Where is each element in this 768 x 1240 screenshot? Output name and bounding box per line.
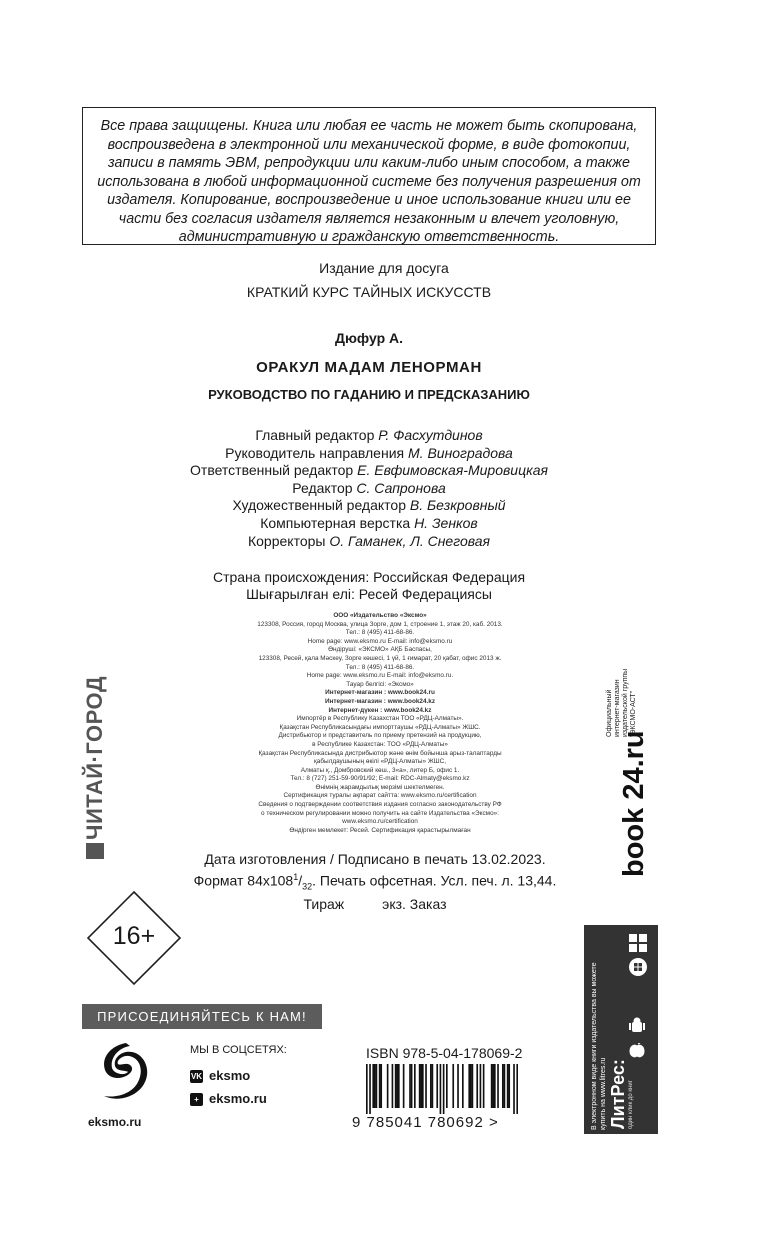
barcode-bar — [468, 1064, 470, 1108]
litres-sub: один клик до книг — [628, 1080, 634, 1129]
barcode-bar — [392, 1064, 394, 1108]
credit-row: Ответственный редактор Е. Евфимовская-Мировицкая — [190, 462, 548, 479]
barcode-bar — [366, 1064, 368, 1114]
barcode-bar — [430, 1064, 432, 1108]
social-link-site[interactable]: + eksmo.ru — [190, 1090, 267, 1108]
origin-kz: Шығарылған елі: Ресей Федерациясы — [246, 586, 492, 602]
credit-row: Компьютерная верстка Н. Зенков — [260, 514, 478, 531]
barcode-bar — [457, 1064, 459, 1108]
litres-notice: В электронном виде книги издательства вы можете купить на www.litres.ru — [591, 962, 607, 1130]
barcode-bar — [440, 1064, 442, 1114]
litres-brand: ЛитРес: — [608, 1059, 628, 1129]
barcode-bar — [436, 1064, 438, 1108]
barcode-bar — [497, 1064, 499, 1108]
print-date: Дата изготовления / Подписано в печать 13.02.2023. — [204, 851, 546, 867]
barcode-bar — [491, 1064, 493, 1108]
credit-row: Главный редактор Р. Фасхутдинов — [255, 427, 483, 443]
barcode-bar — [476, 1064, 478, 1108]
book24-note: Официальный интернет-магазин издательской группы "ЭКСМО-АСТ" — [606, 668, 637, 737]
social-heading: МЫ В СОЦСЕТЯХ: — [190, 1044, 287, 1056]
credit-row: Корректоры О. Гаманек, Л. Снеговая — [247, 532, 491, 549]
barcode-bar — [414, 1064, 416, 1108]
barcode-bar — [409, 1064, 411, 1108]
age-rating: 16+ — [112, 922, 156, 950]
book24-logo: book 24.ru — [618, 730, 650, 877]
litres-panel — [584, 925, 658, 1134]
rights-notice-text: Все права защищены. Книга или любая ее часть не может быть скопирована, воспроизведена в электронной или механической форме, в виде фотокопии, записи в память ЭВМ, репродукции или каким-либо иным способом, а также использована в любой информационной системе без получения разрешения от издателя. Копирование, воспроизведение и иное использование книги или ее части без согласия издателя является незаконным и влечет уголовную, административную и гражданскую ответственность. — [97, 118, 641, 245]
social-link-vk[interactable]: VK eksmo — [190, 1068, 251, 1083]
credit-row: Редактор С. Сапронова — [292, 479, 446, 496]
barcode-bar — [398, 1064, 400, 1108]
barcode-bar — [513, 1064, 515, 1114]
barcode-bar — [502, 1064, 504, 1108]
barcode-bar — [504, 1064, 506, 1108]
eksmo-site[interactable]: eksmo.ru — [88, 1115, 142, 1129]
barcode-bar — [516, 1064, 518, 1114]
barcode-bar — [446, 1064, 448, 1108]
series-title: КРАТКИЙ КУРС ТАЙНЫХ ИСКУССТВ — [246, 284, 492, 300]
barcode-bar — [396, 1064, 398, 1108]
barcode-bar — [379, 1064, 381, 1108]
print-format: Формат $84х108^1/_{32}$. Печать офсетная. Усл. печ. л. 13,44. — [193, 871, 557, 892]
barcode-bar — [403, 1064, 405, 1108]
barcode-bar — [492, 1064, 494, 1108]
barcode-bar — [374, 1064, 376, 1108]
origin-ru: Страна происхождения: Российская Федерация — [212, 569, 526, 585]
isbn: ISBN 978-5-04-178069-2 — [366, 1045, 523, 1061]
barcode-bar — [372, 1064, 374, 1108]
barcode-bar — [419, 1064, 421, 1108]
vk-icon: VK — [190, 1072, 203, 1082]
barcode — [366, 1064, 518, 1114]
chitai-gorod-mark-icon — [86, 843, 104, 859]
barcode-bar — [470, 1064, 472, 1108]
barcode-bar — [376, 1064, 378, 1108]
plus-icon: + — [190, 1093, 203, 1106]
eksmo-logo-icon — [96, 1040, 148, 1102]
barcode-bar — [420, 1064, 422, 1108]
barcode-bar — [483, 1064, 485, 1108]
barcode-bar — [443, 1064, 445, 1114]
windows-icon — [628, 957, 648, 977]
barcode-bar — [422, 1064, 424, 1108]
print-run: Тираж экз. Заказ — [303, 895, 447, 912]
barcode-bar — [380, 1064, 382, 1108]
barcode-bar — [507, 1064, 509, 1108]
publisher-info: ООО «Издательство «Эксмо» 123308, Россия, город Москва, улица Зорге, дом 1, строение 1, этаж 20, каб. 2013. Тел.: 8 (495) 411-68-86. Home page: www.eksmo.ru E-mail: info@eksmo.ru Өндіруші: «ЭКСМО» АҚБ Баспасы, 123308, Ресей, қала Мәскеу, Зорге көшесі, 1 үй, 1 ғимарат, 20 қабат, офис 2013 ж. Тел.: 8 (495) 411-68-86. Home page: www.eksmo.ru E-mail: info@eksmo.ru. Тауар белгісі: «Эксмо» Интернет-магазин : www.book24.ru Интернет-магазин : www.book24.kz Интернет-дүкен : www.book24.kz Импортёр в Республику Казахстан ТОО «РДЦ-Алматы». Қазақстан Республикасындағы импорттаушы «РДЦ-Алматы» ЖШС. Дистрибьютор и представитель по приему претензий на продукцию, в Республике Казахстан: ТОО «РДЦ-Алматы» Қазақстан Республикасында дистрибьютор және өнім бойынша арыз-талаптарды қабылдаушының өкілі «РДЦ-Алматы» ЖШС, Алматы қ., Домбровский көш., 3«а», литер Б, офис 1. Тел.: 8 (727) 251-59-90/91/92; E-mail: RDC-Almaty@eksmo.kz Өнімнің жарамдылық мерзімі шектелмеген. Сертификация туралы ақпарат сайтта: www.eksmo.ru/certification Сведения о подтверждении соответствия издания согласно законодательству РФ о техническом регулировании можно получить на сайте Издательства «Эксмо»: www.eksmo.ru/certification Өндірген мемлекет: Ресей. Сертификация қарастырылмаған — [257, 612, 503, 834]
author: Дюфур А. — [334, 330, 404, 346]
credit-row: Руководитель направления М. Виноградова — [225, 444, 513, 461]
edition-type: Издание для досуга — [319, 260, 449, 276]
barcode-bar — [395, 1064, 397, 1108]
apple-icon — [628, 1043, 646, 1059]
barcode-bar — [472, 1064, 474, 1108]
android-icon — [628, 1017, 646, 1035]
rights-notice-box — [82, 107, 656, 245]
barcode-bar — [425, 1064, 427, 1108]
barcode-bar — [369, 1064, 371, 1114]
barcode-bar — [494, 1064, 496, 1108]
barcode-digits: 9 785041 780692 > — [352, 1114, 499, 1131]
barcode-bar — [432, 1064, 434, 1108]
barcode-bar — [480, 1064, 482, 1108]
barcode-bar — [411, 1064, 413, 1108]
barcode-bar — [452, 1064, 454, 1108]
windows-tiles-icon — [628, 933, 648, 953]
book-subtitle: РУКОВОДСТВО ПО ГАДАНИЮ И ПРЕДСКАЗАНИЮ — [208, 387, 530, 402]
credits-list — [0, 427, 738, 550]
credit-row: Художественный редактор В. Безкровный — [232, 497, 506, 514]
barcode-bar — [462, 1064, 464, 1108]
barcode-bar — [387, 1064, 389, 1108]
book-title: ОРАКУЛ МАДАМ ЛЕНОРМАН — [256, 359, 482, 376]
join-banner: ПРИСОЕДИНЯЙТЕСЬ К НАМ! — [82, 1004, 322, 1029]
chitai-gorod-logo: ЧИТАЙ·ГОРОД — [82, 859, 265, 885]
barcode-bar — [508, 1064, 510, 1108]
